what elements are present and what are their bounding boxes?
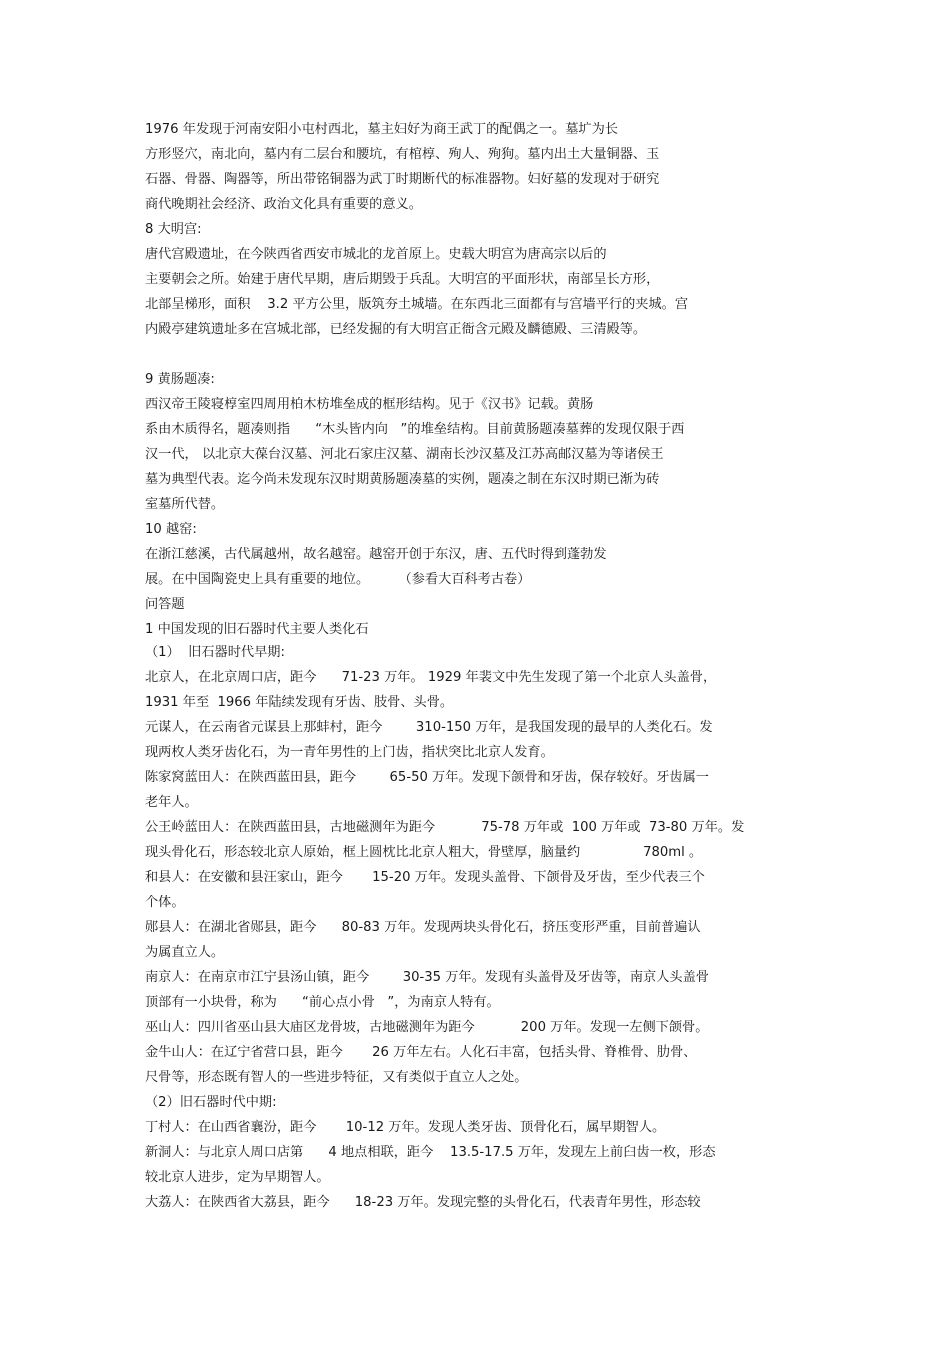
text-line: 金牛山人：在辽宁省营口县，距今 26 万年左右。人化石丰富，包括头骨、脊椎骨、肋骨、 [145, 1045, 697, 1060]
text-line: 北京人，在北京周口店，距今 71-23 万年。 1929 年裴文中先生发现了第一个北京人头盖骨， [145, 670, 717, 685]
subsection-heading: （2）旧石器时代中期: [145, 1095, 277, 1110]
text-line: 方形竖穴，南北向，墓内有二层台和腰坑，有棺椁、殉人、殉狗。墓内出土大量铜器、玉 [145, 147, 660, 162]
text-line: 商代晚期社会经济、政治文化具有重要的意义。 [145, 197, 422, 212]
text-line: 个体。 [145, 895, 185, 910]
text-line: 北部呈梯形，面积 3.2 平方公里，版筑夯土城墙。在东西北三面都有与宫墙平行的夹城。宫 [145, 297, 689, 312]
text-line: 主要朝会之所。始建于唐代早期，唐后期毁于兵乱。大明宫的平面形状，南部呈长方形， [145, 272, 660, 287]
text-line: 和县人：在安徽和县汪家山，距今 15-20 万年。发现头盖骨、下颌骨及牙齿，至少代表三个 [145, 870, 705, 885]
text-line: 元谋人，在云南省元谋县上那蚌村，距今 310-150 万年，是我国发现的最早的人类化石。发 [145, 720, 713, 735]
text-line: 巫山人：四川省巫山县大庙区龙骨坡，古地磁测年为距今 200 万年。发现一左侧下颌骨。 [145, 1020, 709, 1035]
text-line: 老年人。 [145, 795, 198, 810]
text-line: 展。在中国陶瓷史上具有重要的地位。 （参看大百科考古卷） [145, 572, 531, 587]
text-line: 墓为典型代表。迄今尚未发现东汉时期黄肠题凑墓的实例，题凑之制在东汉时期已渐为砖 [145, 472, 660, 487]
text-line: 大荔人：在陕西省大荔县，距今 18-23 万年。发现完整的头骨化石，代表青年男性，形态较 [145, 1195, 701, 1210]
subsection-heading: （1） 旧石器时代早期: [145, 645, 285, 660]
section-heading: 问答题 [145, 597, 185, 612]
text-line: 1976 年发现于河南安阳小屯村西北，墓主妇好为商王武丁的配偶之一。墓圹为长 [145, 122, 618, 137]
text-line: 较北京人进步，定为早期智人。 [145, 1170, 330, 1185]
text-line: 系由木质得名，题凑则指 “木头皆内向 ”的堆垒结构。目前黄肠题凑墓葬的发现仅限于西 [145, 422, 685, 437]
section-heading: 10 越窑: [145, 522, 197, 537]
text-line: 石器、骨器、陶器等，所出带铭铜器为武丁时期断代的标准器物。妇好墓的发现对于研究 [145, 172, 660, 187]
text-line: 汉一代， 以北京大葆台汉墓、河北石家庄汉墓、湖南长沙汉墓及江苏高邮汉墓为等诸侯王 [145, 447, 664, 462]
text-line: 顶部有一小块骨，称为 “前心点小骨 ”，为南京人特有。 [145, 995, 500, 1010]
text-line: 郧县人：在湖北省郧县，距今 80-83 万年。发现两块头骨化石，挤压变形严重，目前普遍认 [145, 920, 701, 935]
text-line: 现头骨化石，形态较北京人原始，框上圆枕比北京人粗大，骨壁厚，脑量约 780ml 。 [145, 845, 703, 860]
text-line: 唐代宫殿遗址，在今陕西省西安市城北的龙首原上。史载大明宫为唐高宗以后的 [145, 247, 607, 262]
question-heading: 1 中国发现的旧石器时代主要人类化石 [145, 622, 369, 637]
section-heading: 9 黄肠题凑: [145, 372, 215, 387]
text-line: 室墓所代替。 [145, 497, 225, 512]
text-line: 陈家窝蓝田人：在陕西蓝田县，距今 65-50 万年。发现下颌骨和牙齿，保存较好。牙齿属一 [145, 770, 709, 785]
text-line: 内殿亭建筑遗址多在宫城北部，已经发掘的有大明宫正衙含元殿及麟德殿、三清殿等。 [145, 322, 647, 337]
text-line: 南京人：在南京市江宁县汤山镇，距今 30-35 万年。发现有头盖骨及牙齿等，南京人头盖骨 [145, 970, 709, 985]
text-line: 为属直立人。 [145, 945, 225, 960]
text-line: 公王岭蓝田人：在陕西蓝田县，古地磁测年为距今 75-78 万年或 100 万年或 73-80 万年。发 [145, 820, 745, 835]
text-line: 丁村人：在山西省襄汾，距今 10-12 万年。发现人类牙齿、顶骨化石，属早期智人。 [145, 1120, 666, 1135]
text-line: 1931 年至 1966 年陆续发现有牙齿、肢骨、头骨。 [145, 695, 454, 710]
text-line: 新洞人：与北京人周口店第 4 地点相联，距今 13.5-17.5 万年，发现左上前臼齿一枚，形态 [145, 1145, 716, 1160]
text-line: 尺骨等，形态既有智人的一些进步特征，又有类似于直立人之处。 [145, 1070, 528, 1085]
section-heading: 8 大明宫: [145, 222, 202, 237]
text-line: 在浙江慈溪，古代属越州，故名越窑。越窑开创于东汉，唐、五代时得到蓬勃发 [145, 547, 607, 562]
text-line: 现两枚人类牙齿化石，为一青年男性的上门齿，指状突比北京人发育。 [145, 745, 554, 760]
text-line: 西汉帝王陵寝椁室四周用柏木枋堆垒成的框形结构。见于《汉书》记载。黄肠 [145, 397, 594, 412]
